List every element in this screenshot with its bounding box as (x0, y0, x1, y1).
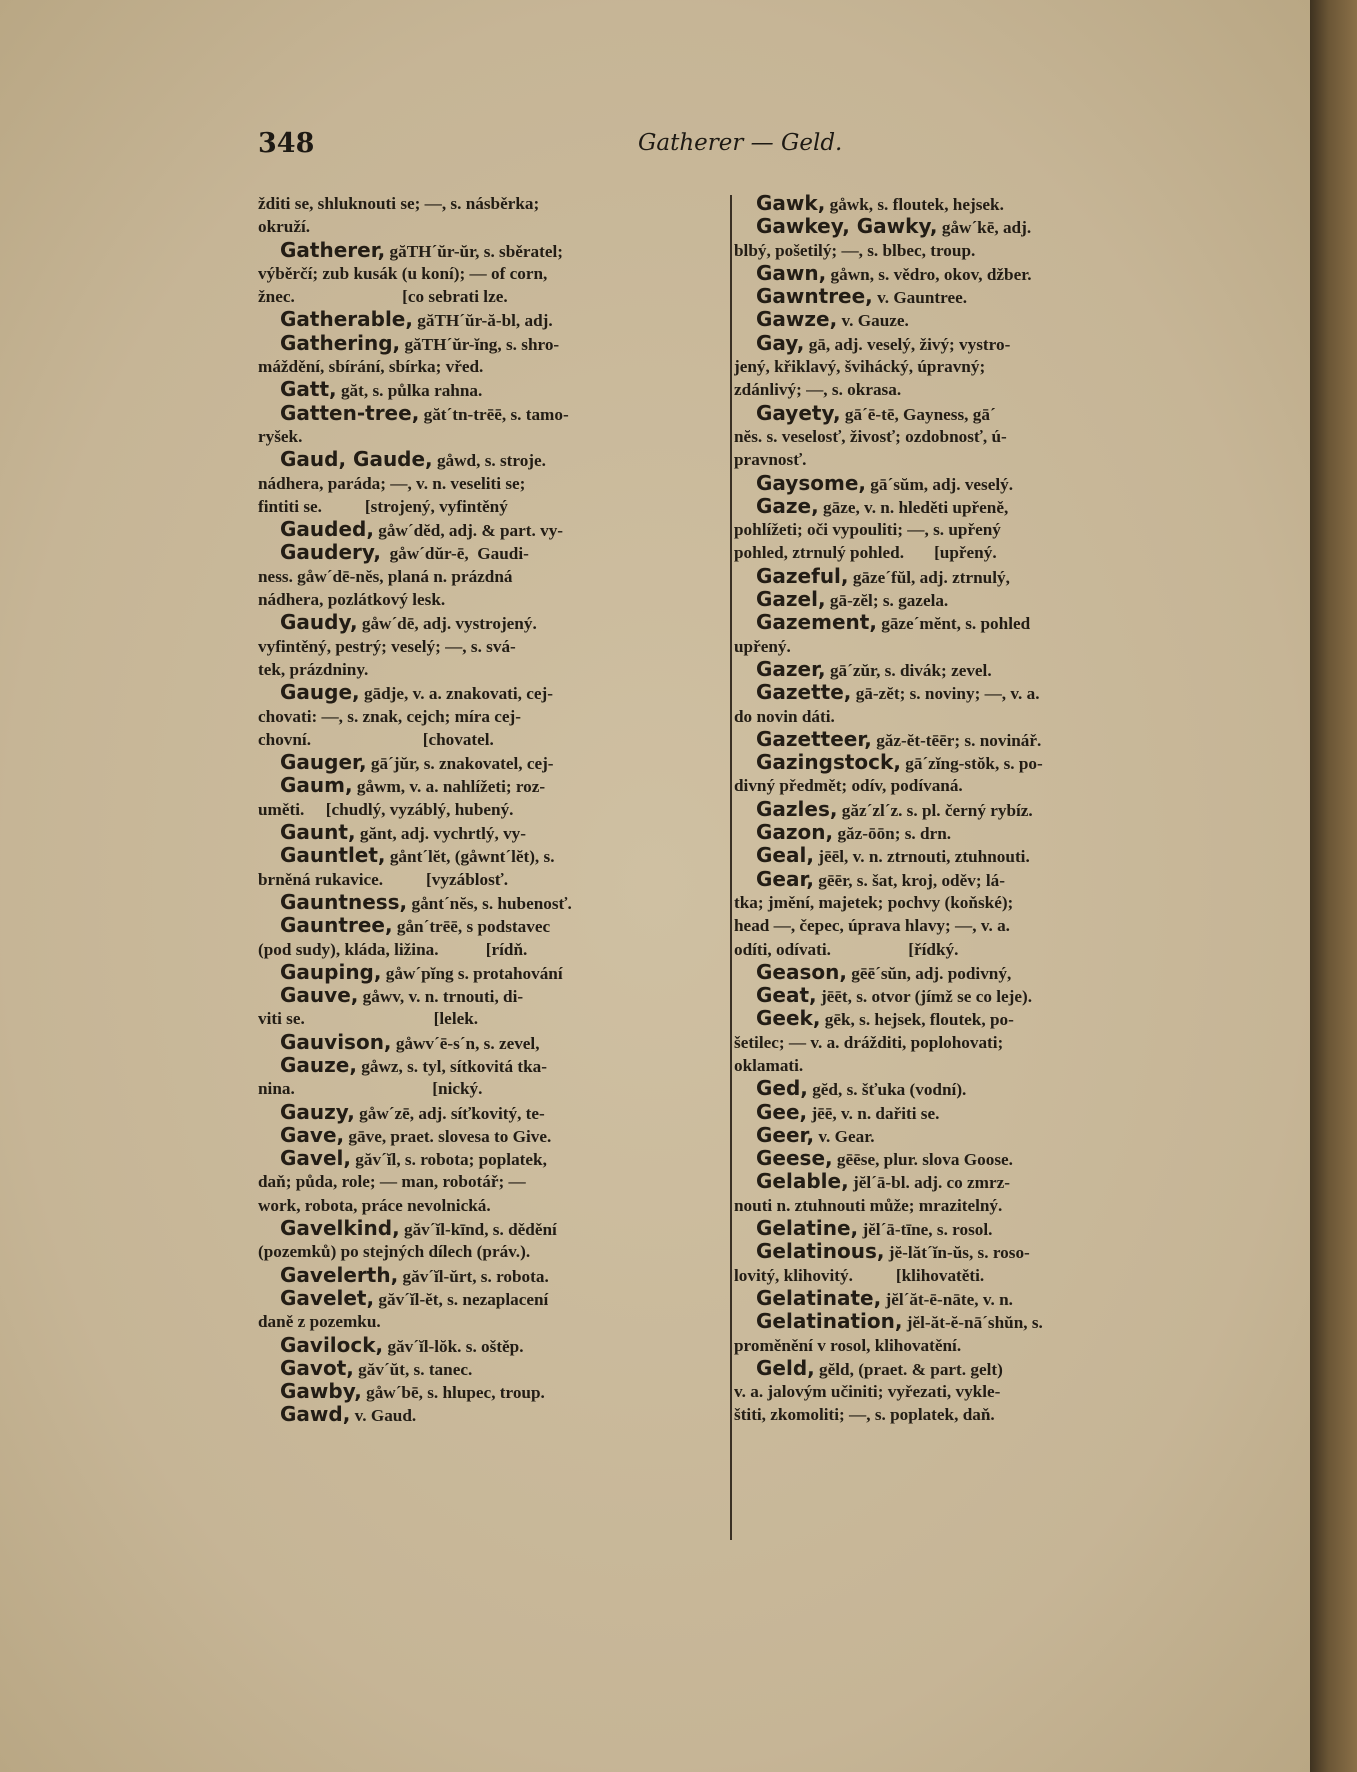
headword: Gaunt, (280, 821, 356, 845)
definition-text: gåwn, s. vědro, okov, džber. (826, 264, 1032, 284)
dictionary-line (258, 541, 732, 564)
page-header (258, 128, 1058, 162)
book-binding (1310, 0, 1357, 1772)
definition-text: tka; jmění, majetek; pochvy (koňské); (734, 892, 1014, 912)
headword: Gawze, (756, 308, 838, 332)
dictionary-line (258, 402, 732, 425)
dictionary-line (734, 728, 1200, 751)
dictionary-line (734, 774, 1200, 797)
dictionary-line (734, 984, 1200, 1007)
definition-text: máždění, sbírání, sbírka; vřed. (258, 357, 484, 377)
dictionary-line (258, 844, 732, 867)
headword: Geason, (756, 960, 847, 984)
dictionary-line (734, 1077, 1200, 1100)
definition-text: žditi se, shluknouti se; —, s. násběrka; (258, 194, 540, 213)
headword: Gaze, (756, 494, 819, 518)
headword: Gauded, (280, 518, 374, 542)
dictionary-line (734, 1334, 1200, 1357)
headword: Gayety, (756, 401, 841, 425)
definition-text: găTH´ŭr-ă-bl, adj. (412, 311, 553, 331)
definition-text: zdánlivý; —, s. okrasa. (734, 380, 902, 400)
definition-text: jĕl-ăt-ĕ-nā´shŭn, s. (902, 1313, 1043, 1333)
dictionary-line (258, 798, 732, 821)
dictionary-line (258, 984, 732, 1007)
definition-text: oklamati. (734, 1055, 804, 1075)
dictionary-line (734, 844, 1200, 867)
headword: Gaudery, (280, 541, 381, 565)
definition-text: (pod sudy), kláda, ližina. [rídň. (258, 939, 528, 959)
dictionary-line (258, 728, 732, 751)
dictionary-line (734, 541, 1200, 564)
definition-text: ness. gåw´dē-nĕs, planá n. prázdná (258, 566, 513, 586)
dictionary-line (258, 378, 732, 401)
definition-text: gĕld, (praet. & part. gelt) (814, 1359, 1003, 1379)
headword: Gelatine, (756, 1217, 859, 1241)
dictionary-line (258, 262, 732, 285)
headword: Gauntlet, (280, 844, 386, 868)
dictionary-line (734, 1380, 1200, 1403)
headword: Geat, (756, 984, 817, 1008)
dictionary-line (258, 658, 732, 681)
dictionary-line (734, 1147, 1200, 1170)
definition-text: žnec. [co sebrati lze. (258, 287, 508, 307)
headword: Gelable, (756, 1170, 849, 1194)
dictionary-line (258, 1403, 732, 1426)
headword: Gazingstock, (756, 751, 901, 775)
definition-text: okruží. (258, 217, 311, 237)
dictionary-line (734, 215, 1200, 238)
dictionary-line (734, 495, 1200, 518)
dictionary-line (734, 938, 1200, 961)
headword: Gaysome, (756, 471, 866, 495)
dictionary-line (734, 798, 1200, 821)
definition-text: gā´zĭng-stŏk, s. po- (900, 754, 1043, 774)
dictionary-line (734, 1310, 1200, 1333)
dictionary-line (734, 705, 1200, 728)
definition-text: head —, čepec, úprava hlavy; —, v. a. (734, 916, 1010, 936)
definition-text: gā, adj. veselý, živý; vystro- (804, 334, 1011, 354)
definition-text: gåw´dĕd, adj. & part. vy- (373, 521, 564, 541)
dictionary-line (734, 751, 1200, 774)
dictionary-line (258, 192, 732, 215)
definition-text: găv´ĭl-kīnd, s. dědění (399, 1220, 557, 1240)
headword: Gathering, (280, 331, 401, 355)
dictionary-line (258, 611, 732, 634)
definition-text: gā´jŭr, s. znakovatel, cej- (366, 754, 554, 774)
headword: Gaum, (280, 774, 353, 798)
dictionary-line (734, 378, 1200, 401)
definition-text: v. Gaud. (350, 1406, 417, 1426)
headword: Gear, (756, 867, 814, 891)
dictionary-line (734, 192, 1200, 215)
headword: Gazer, (756, 657, 826, 681)
headword: Gazeful, (756, 564, 849, 588)
definition-text: gā´zŭr, s. divák; zevel. (825, 660, 992, 680)
dictionary-line (734, 1007, 1200, 1030)
dictionary-line (258, 1240, 732, 1263)
definition-text: jĕl´ăt-ē-nāte, v. n. (881, 1289, 1013, 1309)
definition-text: tek, prázdniny. (258, 659, 369, 679)
dictionary-line (258, 705, 732, 728)
definition-text: gåwm, v. a. nahlížeti; roz- (352, 777, 546, 797)
dictionary-line (734, 1403, 1200, 1426)
running-head: Gatherer — Geld. (638, 130, 843, 156)
dictionary-line (734, 821, 1200, 844)
definition-text: proměnění v rosol, klihovatění. (734, 1335, 962, 1355)
dictionary-line (734, 961, 1200, 984)
definition-text: gēēse, plur. slova Goose. (832, 1150, 1013, 1170)
dictionary-line (734, 1054, 1200, 1077)
definition-text: gåw´bē, s. hlupec, troup. (361, 1383, 545, 1403)
definition-text: uměti. [chudlý, vyzáblý, hubený. (258, 799, 514, 819)
headword: Gavelerth, (280, 1263, 399, 1287)
definition-text: do novin dáti. (734, 706, 835, 726)
headword: Gazette, (756, 681, 852, 705)
headword: Gavilock, (280, 1333, 384, 1357)
dictionary-line (734, 239, 1200, 262)
headword: Gaud, Gaude, (280, 448, 433, 472)
dictionary-line (258, 215, 732, 238)
headword: Gauze, (280, 1053, 357, 1077)
definition-text: gåwd, s. stroje. (432, 451, 546, 471)
headword: Gave, (280, 1123, 345, 1147)
definition-text: gåwz, s. tyl, sítkovitá tka- (356, 1056, 547, 1076)
dictionary-line (258, 1264, 732, 1287)
definition-text: šetilec; — v. a. drážditi, poplohovati; (734, 1032, 1004, 1052)
headword: Gauve, (280, 984, 359, 1008)
definition-text: gāve, praet. slovesa to Give. (344, 1126, 552, 1146)
headword: Geal, (756, 844, 814, 868)
headword: Geld, (756, 1356, 815, 1380)
dictionary-line (258, 635, 732, 658)
definition-text: găv´ĭl-ĕt, s. nezaplacení (374, 1289, 549, 1309)
definition-text: găv´ĭl, s. robota; poplatek, (350, 1150, 547, 1170)
dictionary-line (258, 565, 732, 588)
headword: Gay, (756, 331, 805, 355)
definition-text: chovati: —, s. znak, cejch; míra cej- (258, 706, 521, 726)
definition-text: lovitý, klihovitý. [klihovatěti. (734, 1265, 985, 1285)
headword: Gauvison, (280, 1030, 392, 1054)
dictionary-line (734, 1101, 1200, 1124)
definition-text: gāze, v. n. hleděti upřeně, (818, 497, 1009, 517)
definition-text: v. a. jalovým učiniti; vyřezati, vykle- (734, 1382, 1001, 1402)
headword: Gawn, (756, 261, 827, 285)
definition-text: găv´ĭl-lŏk. s. oštěp. (383, 1336, 524, 1356)
dictionary-line (258, 1310, 732, 1333)
dictionary-line (734, 355, 1200, 378)
dictionary-line (258, 751, 732, 774)
headword: Geek, (756, 1007, 821, 1031)
headword: Gee, (756, 1100, 808, 1124)
definition-text: chovní. [chovatel. (258, 729, 494, 749)
dictionary-line (258, 1147, 732, 1170)
dictionary-line (258, 868, 732, 891)
definition-text: daň; půda, role; — man, robotář; — (258, 1172, 526, 1192)
definition-text: gāze´mĕnt, s. pohled (876, 614, 1031, 634)
definition-text: gănt, adj. vychrtlý, vy- (355, 824, 526, 844)
headword: Gatten-tree, (280, 401, 420, 425)
definition-text: gāze´fŭl, adj. ztrnulý, (848, 567, 1010, 587)
definition-text: viti se. [lelek. (258, 1009, 479, 1029)
dictionary-line (734, 1124, 1200, 1147)
dictionary-line (258, 285, 732, 308)
headword: Gawd, (280, 1403, 351, 1427)
headword: Gaudy, (280, 611, 358, 635)
dictionary-line (258, 1217, 732, 1240)
headword: Gauntness, (280, 890, 408, 914)
dictionary-line (258, 821, 732, 844)
dictionary-line (734, 332, 1200, 355)
definition-text: gåw´dŭr-ē, Gaudi- (380, 544, 529, 564)
headword: Gauping, (280, 960, 382, 984)
definition-text: pohled, ztrnulý pohled. [upřený. (734, 543, 997, 563)
dictionary-line (258, 1007, 732, 1030)
dictionary-line (734, 658, 1200, 681)
definition-text: nádhera, pozlátkový lesk. (258, 590, 446, 610)
headword: Gavel, (280, 1147, 351, 1171)
definition-text: gādje, v. a. znakovati, cej- (359, 684, 553, 704)
definition-text: jený, křiklavý, švihácký, úpravný; (734, 357, 986, 377)
definition-text: gĕd, s. šťuka (vodní). (807, 1080, 967, 1100)
headword: Gavelet, (280, 1286, 375, 1310)
headword: Gatherable, (280, 308, 413, 332)
dictionary-line (734, 518, 1200, 541)
dictionary-line (258, 914, 732, 937)
definition-text: odíti, odívati. [řídký. (734, 939, 959, 959)
definition-text: pohlížeti; oči vypouliti; —, s. upřený (734, 520, 1001, 540)
definition-text: jĕl´ā-bl. adj. co zmrz- (848, 1173, 1010, 1193)
dictionary-line (258, 355, 732, 378)
definition-text: găt, s. půlka rahna. (336, 381, 483, 401)
definition-text: gåwv´ē-s´n, s. zevel, (391, 1033, 540, 1053)
definition-text: gēē´sŭn, adj. podivný, (846, 963, 1012, 983)
dictionary-line (734, 472, 1200, 495)
headword: Gawntree, (756, 285, 873, 309)
definition-text: výběrčí; zub kusák (u koní); — of corn, (258, 263, 548, 283)
definition-text: upřený. (734, 636, 791, 656)
headword: Gauger, (280, 751, 367, 775)
dictionary-line (258, 1124, 732, 1147)
dictionary-line (258, 891, 732, 914)
dictionary-line (258, 472, 732, 495)
dictionary-line (258, 1380, 732, 1403)
headword: Gelatinate, (756, 1286, 882, 1310)
headword: Gazement, (756, 611, 877, 635)
definition-text: gåw´dē, adj. vystrojený. (357, 614, 537, 634)
definition-text: jĕ-lăt´ĭn-ŭs, s. roso- (884, 1243, 1030, 1263)
definition-text: găTH´ŭr-ĭng, s. shro- (400, 334, 560, 354)
dictionary-line (734, 448, 1200, 471)
headword: Geese, (756, 1147, 833, 1171)
definition-text: gåwv, v. n. trnouti, di- (358, 987, 524, 1007)
dictionary-line (258, 1194, 732, 1217)
definition-text: nina. [nický. (258, 1079, 483, 1099)
definition-text: štiti, zkomoliti; —, s. poplatek, daň. (734, 1405, 995, 1425)
dictionary-line (734, 635, 1200, 658)
definition-text: brněná rukavice. [vyzáblosť. (258, 869, 509, 889)
dictionary-line (734, 262, 1200, 285)
dictionary-line (734, 285, 1200, 308)
dictionary-line (258, 308, 732, 331)
definition-text: gā-zĕt; s. noviny; —, v. a. (851, 684, 1040, 704)
definition-text: blbý, pošetilý; —, s. blbec, troup. (734, 240, 976, 260)
dictionary-line (734, 914, 1200, 937)
dictionary-line (258, 1101, 732, 1124)
definition-text: fintiti se. [strojený, vyfintěný (258, 496, 508, 516)
definition-text: găz-ōōn; s. drn. (833, 824, 952, 844)
dictionary-line (734, 1194, 1200, 1217)
dictionary-line (258, 961, 732, 984)
definition-text: gåw´kē, adj. (937, 218, 1032, 238)
dictionary-line (258, 425, 732, 448)
dictionary-line (258, 588, 732, 611)
dictionary-line (734, 1240, 1200, 1263)
headword: Gauntree, (280, 914, 393, 938)
definition-text: jēēl, v. n. ztrnouti, ztuhnouti. (813, 847, 1030, 867)
definition-text: daně z pozemku. (258, 1312, 381, 1332)
definition-text: găz-ĕt-tēēr; s. novinář. (871, 730, 1042, 750)
dictionary-line (734, 611, 1200, 634)
headword: Gawby, (280, 1380, 362, 1404)
left-column (258, 192, 732, 1427)
headword: Gawkey, Gawky, (756, 215, 938, 239)
definition-text: vyfintěný, pestrý; veselý; —, s. svá- (258, 636, 516, 656)
dictionary-line (734, 308, 1200, 331)
headword: Gawk, (756, 192, 826, 215)
dictionary-line (734, 1031, 1200, 1054)
definition-text: gåw´zē, adj. síťkovitý, te- (354, 1103, 545, 1123)
dictionary-line (258, 938, 732, 961)
definition-text: gån´trēē, s podstavec (392, 917, 551, 937)
dictionary-line (258, 1170, 732, 1193)
definition-text: gēk, s. hejsek, floutek, po- (820, 1010, 1014, 1030)
definition-text: work, robota, práce nevolnická. (258, 1195, 491, 1215)
dictionary-line (258, 1077, 732, 1100)
definition-text: nouti n. ztuhnouti může; mrazitelný. (734, 1195, 1003, 1215)
definition-text: v. Gear. (814, 1126, 875, 1146)
definition-text: gā-zĕl; s. gazela. (825, 591, 949, 611)
dictionary-line (734, 425, 1200, 448)
definition-text: v. Gauze. (837, 311, 909, 331)
definition-text: jĕl´ā-tīne, s. rosol. (858, 1220, 993, 1240)
headword: Gavot, (280, 1356, 354, 1380)
dictionary-line (258, 1287, 732, 1310)
definition-text: găv´ŭt, s. tanec. (353, 1359, 473, 1379)
dictionary-line (734, 1170, 1200, 1193)
definition-text: v. Gauntree. (872, 288, 967, 308)
headword: Gavelkind, (280, 1217, 400, 1241)
headword: Gazon, (756, 821, 834, 845)
dictionary-line (258, 495, 732, 518)
headword: Gazel, (756, 588, 826, 612)
headword: Gelatinous, (756, 1240, 885, 1264)
definition-text: ryšek. (258, 426, 303, 446)
definition-text: (pozemků) po stejných dílech (práv.). (258, 1242, 531, 1262)
dictionary-line (258, 1334, 732, 1357)
dictionary-line (258, 1031, 732, 1054)
definition-text: gånt´lĕt, (gåwnt´lĕt), s. (385, 847, 555, 867)
definition-text: găt´tn-trēē, s. tamo- (419, 404, 569, 424)
dictionary-line (734, 1357, 1200, 1380)
dictionary-line (734, 1287, 1200, 1310)
dictionary-line (258, 332, 732, 355)
definition-text: găz´zl´z. s. pl. černý rybíz. (837, 800, 1033, 820)
dictionary-line (734, 402, 1200, 425)
definition-text: găv´ĭl-ŭrt, s. robota. (398, 1266, 549, 1286)
definition-text: divný předmět; odív, podívaná. (734, 776, 963, 796)
definition-text: jēēt, s. otvor (jímž se co leje). (816, 987, 1033, 1007)
dictionary-line (734, 868, 1200, 891)
headword: Gauzy, (280, 1100, 355, 1124)
headword: Geer, (756, 1123, 815, 1147)
definition-text: gåwk, s. floutek, hejsek. (825, 195, 1004, 214)
definition-text: gēēr, s. šat, kroj, oděv; lá- (814, 870, 1005, 890)
headword: Ged, (756, 1077, 808, 1101)
dictionary-line (258, 1054, 732, 1077)
definition-text: gā´ē-tē, Gayness, gā´ (840, 404, 996, 424)
dictionary-line (734, 681, 1200, 704)
definition-text: nĕs. s. veselosť, živosť; ozdobnosť, ú- (734, 426, 1007, 446)
definition-text: gånt´nĕs, s. hubenosť. (407, 893, 572, 913)
headword: Gatherer, (280, 238, 386, 262)
dictionary-line (734, 891, 1200, 914)
definition-text: găTH´ŭr-ŭr, s. sběratel; (385, 241, 563, 261)
dictionary-line (734, 1217, 1200, 1240)
dictionary-line (734, 588, 1200, 611)
definition-text: jēē, v. n. dařiti se. (807, 1103, 940, 1123)
headword: Gazles, (756, 797, 838, 821)
dictionary-line (258, 774, 732, 797)
dictionary-line (258, 448, 732, 471)
headword: Gauge, (280, 681, 360, 705)
page-number: 348 (258, 128, 315, 159)
headword: Gatt, (280, 378, 337, 402)
definition-text: pravnosť. (734, 450, 807, 470)
headword: Gazetteer, (756, 727, 872, 751)
definition-text: gåw´pĭng s. protahování (381, 963, 563, 983)
dictionary-line (258, 518, 732, 541)
headword: Gelatination, (756, 1310, 903, 1334)
right-column (734, 192, 1200, 1427)
definition-text: gā´sŭm, adj. veselý. (865, 474, 1014, 494)
dictionary-line (734, 1264, 1200, 1287)
definition-text: nádhera, paráda; —, v. n. veseliti se; (258, 473, 526, 493)
dictionary-line (258, 681, 732, 704)
dictionary-line (258, 1357, 732, 1380)
dictionary-line (258, 239, 732, 262)
dictionary-line (734, 565, 1200, 588)
